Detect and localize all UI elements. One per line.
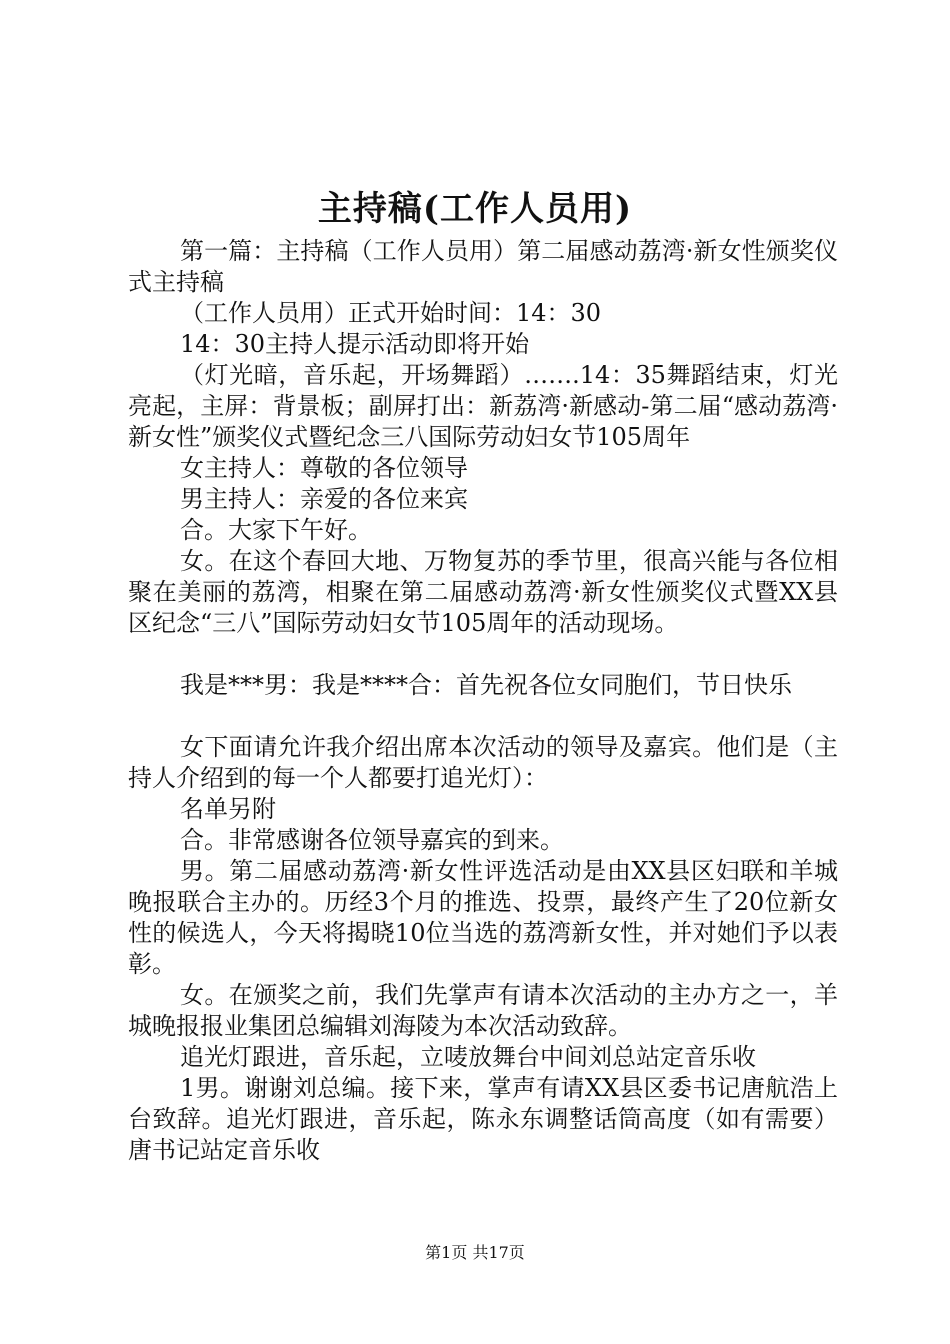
paragraph-11: 名单另附 — [180, 795, 276, 823]
paragraph-12: 合。非常感谢各位领导嘉宾的到来。 — [180, 826, 564, 854]
paragraph-4: （灯光暗，音乐起，开场舞蹈）…….14：35舞蹈结束，灯光亮起，主屏：背景板；副屏打出：新荔湾·新感动-第二届“感动荔湾·新女性”颁奖仪式暨纪念三八国际劳动妇女节105周年 — [128, 361, 838, 451]
paragraph-8: 女。在这个春回大地、万物复苏的季节里，很高兴能与各位相聚在美丽的荔湾，相聚在第二届感动荔湾·新女性颁奖仪式暨XX县区纪念“三八”国际劳动妇女节105周年的活动现场。 — [128, 547, 838, 637]
page-footer: 第1页 共17页 — [425, 1243, 525, 1262]
paragraph-7: 合。大家下午好。 — [180, 516, 372, 544]
document-body — [128, 236, 838, 1166]
paragraph-16: 1男。谢谢刘总编。接下来，掌声有请XX县区委书记唐航浩上台致辞。追光灯跟进，音乐起，陈永东调整话筒高度（如有需要）唐书记站定音乐收 — [128, 1074, 838, 1164]
paragraph-15: 追光灯跟进，音乐起，立唛放舞台中间刘总站定音乐收 — [180, 1043, 756, 1071]
document-title: 主持稿(工作人员用) — [317, 189, 633, 229]
paragraph-2: （工作人员用）正式开始时间：14：30 — [180, 299, 602, 327]
paragraph-5: 女主持人：尊敬的各位领导 — [180, 454, 468, 482]
paragraph-3: 14：30主持人提示活动即将开始 — [180, 330, 530, 358]
paragraph-1: 第一篇：主持稿（工作人员用）第二届感动荔湾·新女性颁奖仪式主持稿 — [128, 237, 838, 296]
paragraph-6: 男主持人：亲爱的各位来宾 — [180, 485, 468, 513]
paragraph-9: 我是***男：我是****合：首先祝各位女同胞们，节日快乐 — [180, 671, 792, 699]
paragraph-13: 男。第二届感动荔湾·新女性评选活动是由XX县区妇联和羊城晚报联合主办的。历经3个月的推选、投票，最终产生了20位新女性的候选人，今天将揭晓10位当选的荔湾新女性，并对她们予以表彰。 — [128, 857, 838, 978]
paragraph-14: 女。在颁奖之前，我们先掌声有请本次活动的主办方之一，羊城晚报报业集团总编辑刘海陵为本次活动致辞。 — [128, 981, 838, 1040]
paragraph-10: 女下面请允许我介绍出席本次活动的领导及嘉宾。他们是（主持人介绍到的每一个人都要打追光灯）： — [128, 733, 838, 792]
